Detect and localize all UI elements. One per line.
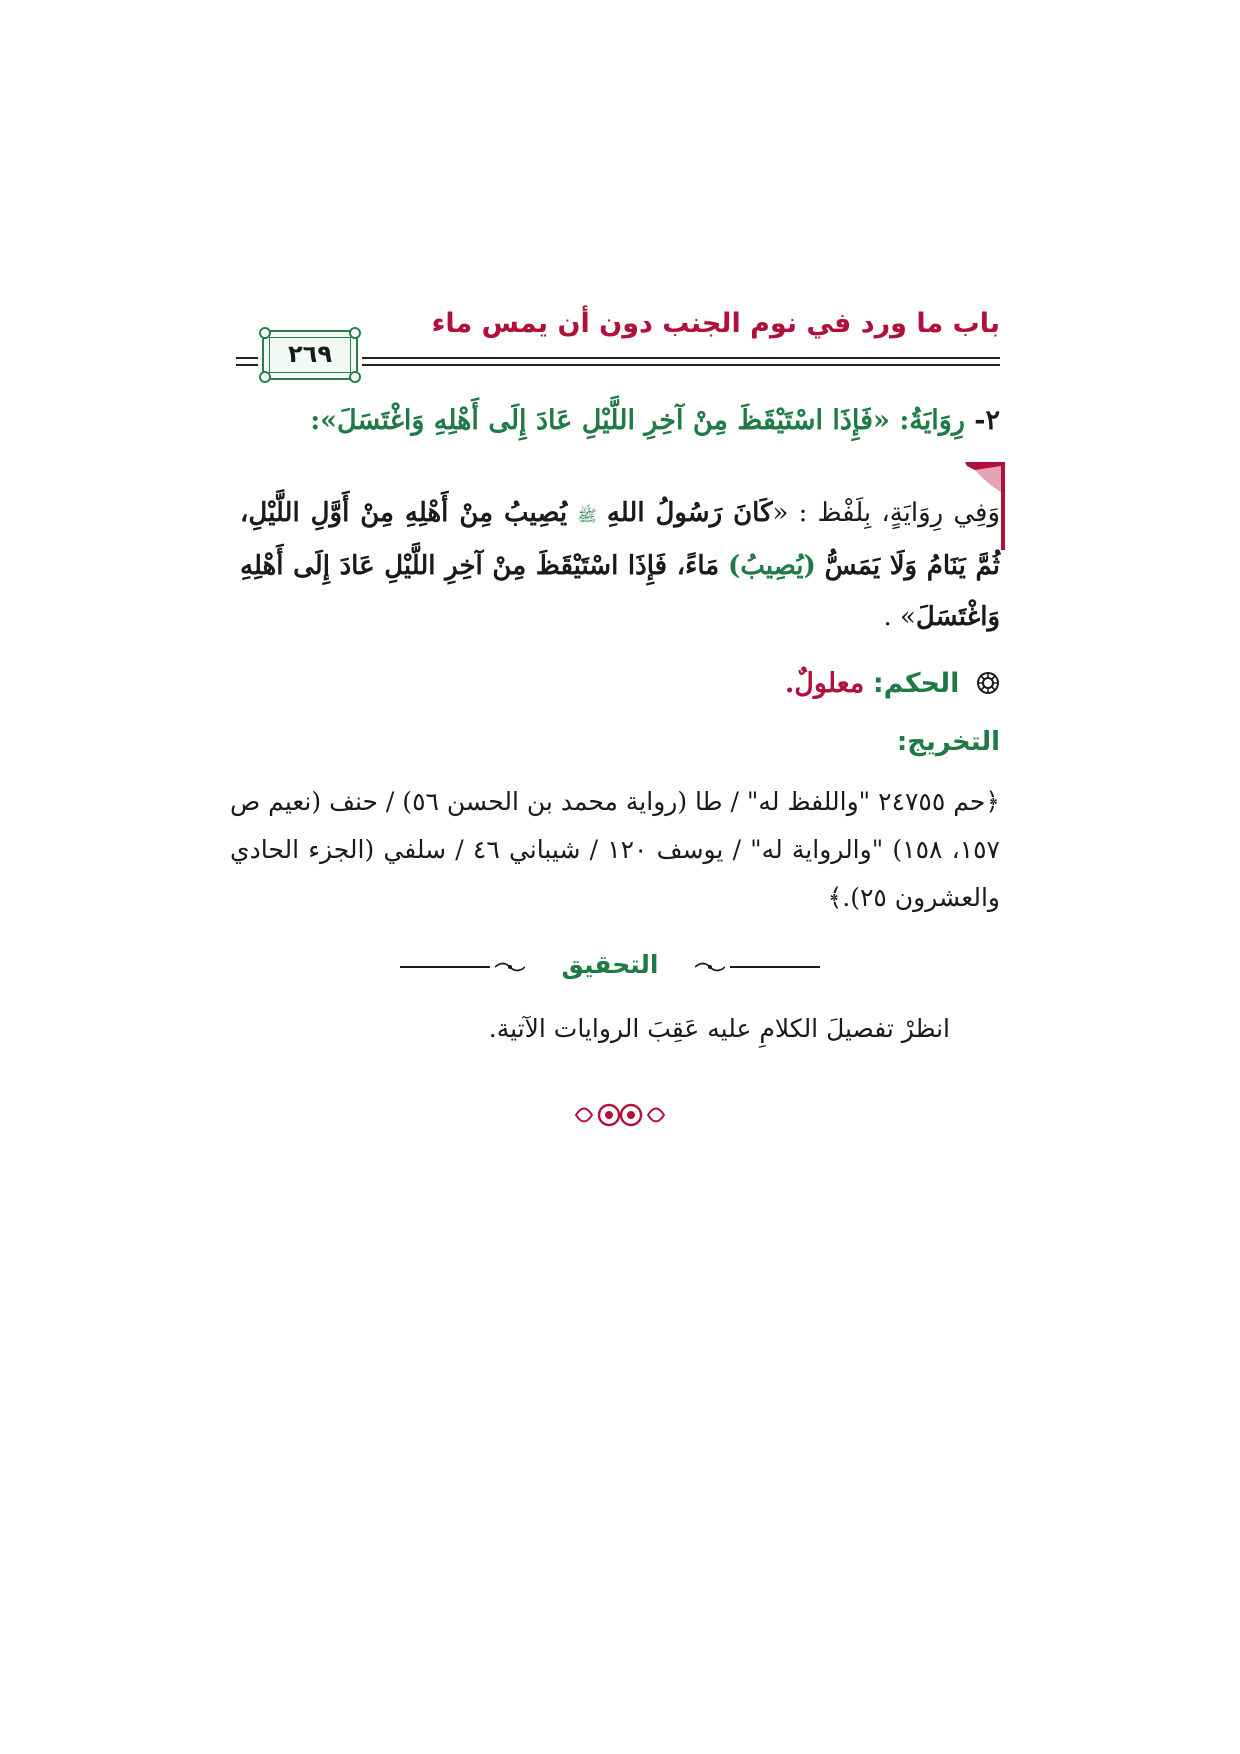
page-number: ٢٦٩ bbox=[288, 340, 332, 368]
frame-corner-ornament bbox=[259, 327, 271, 339]
header-rule-top-left bbox=[236, 357, 258, 359]
scroll-ornament-icon bbox=[695, 960, 725, 974]
header-rule-bottom-left bbox=[236, 364, 258, 366]
divider-line-right bbox=[730, 966, 820, 968]
ruling-label: الحكم: bbox=[872, 668, 960, 699]
takhrij-heading: التخريج: bbox=[896, 727, 1000, 757]
takhrij-open-bracket: ﴿ bbox=[985, 787, 1000, 816]
ruling-value: معلولٌ. bbox=[784, 668, 865, 699]
narration-intro: وَفِي رِوَايَةٍ، بِلَفْظ : « bbox=[772, 498, 1001, 528]
takhrij-close-bracket: ﴾ bbox=[827, 883, 843, 912]
narration-text-part-c: مَاءً، فَإِذَا اسْتَيْقَظَ مِنْ آخِرِ اللَّيْلِ عَادَ إِلَى أَهْلِهِ وَاغْتَسَلَ bbox=[240, 551, 1000, 632]
narration-number: ٢- bbox=[974, 405, 1000, 436]
takhrij-text bbox=[230, 778, 1000, 922]
narration-text-part-a: كَانَ رَسُولُ اللهِ bbox=[606, 498, 773, 528]
salawat-glyph: ﷺ bbox=[577, 506, 597, 525]
header-rule-top-right bbox=[362, 357, 1000, 359]
flower-ornament-icon bbox=[976, 671, 1000, 695]
chapter-title: باب ما ورد في نوم الجنب دون أن يمس ماء bbox=[431, 308, 1000, 339]
frame-corner-ornament bbox=[349, 327, 361, 339]
narration-closing: » . bbox=[883, 602, 916, 632]
frame-corner-ornament bbox=[259, 371, 271, 383]
narration-heading bbox=[220, 405, 1000, 436]
narration-quote bbox=[240, 488, 1000, 643]
tahqiq-text: انظرْ تفصيلَ الكلامِ عليه عَقِبَ الروايات الآتية. bbox=[488, 1014, 950, 1043]
page-number-frame bbox=[262, 330, 358, 380]
narration-variant: (يُصِيبُ) bbox=[728, 551, 816, 581]
narration-title: رِوَايَةُ: «فَإِذَا اسْتَيْقَظَ مِنْ آخِرِ اللَّيْلِ عَادَ إِلَى أَهْلِهِ وَاغْتَسَلَ»: bbox=[310, 405, 965, 436]
end-ornament-icon bbox=[570, 1100, 670, 1130]
ruling-line bbox=[785, 668, 1000, 699]
tahqiq-divider bbox=[400, 948, 820, 988]
narration-text-part-b: يُصِيبُ مِنْ أَهْلِهِ مِنْ أَوَّلِ اللَّيْلِ، ثُمَّ يَنَامُ وَلَا يَمَسُّ bbox=[240, 498, 1001, 581]
takhrij-sources: حم ٢٤٧٥٥ "واللفظ له" / طا (رواية محمد بن الحسن ٥٦) / حنف (نعيم ص ١٥٧، ١٥٨) "والرواية له" / يوسف ١٢٠ / شيباني ٤٦ / سلفي (الجزء الحادي والعشرون ٢٥). bbox=[230, 787, 1000, 912]
tahqiq-heading: التحقيق bbox=[561, 950, 659, 979]
header-rule-bottom-right bbox=[362, 364, 1000, 366]
frame-corner-ornament bbox=[349, 371, 361, 383]
